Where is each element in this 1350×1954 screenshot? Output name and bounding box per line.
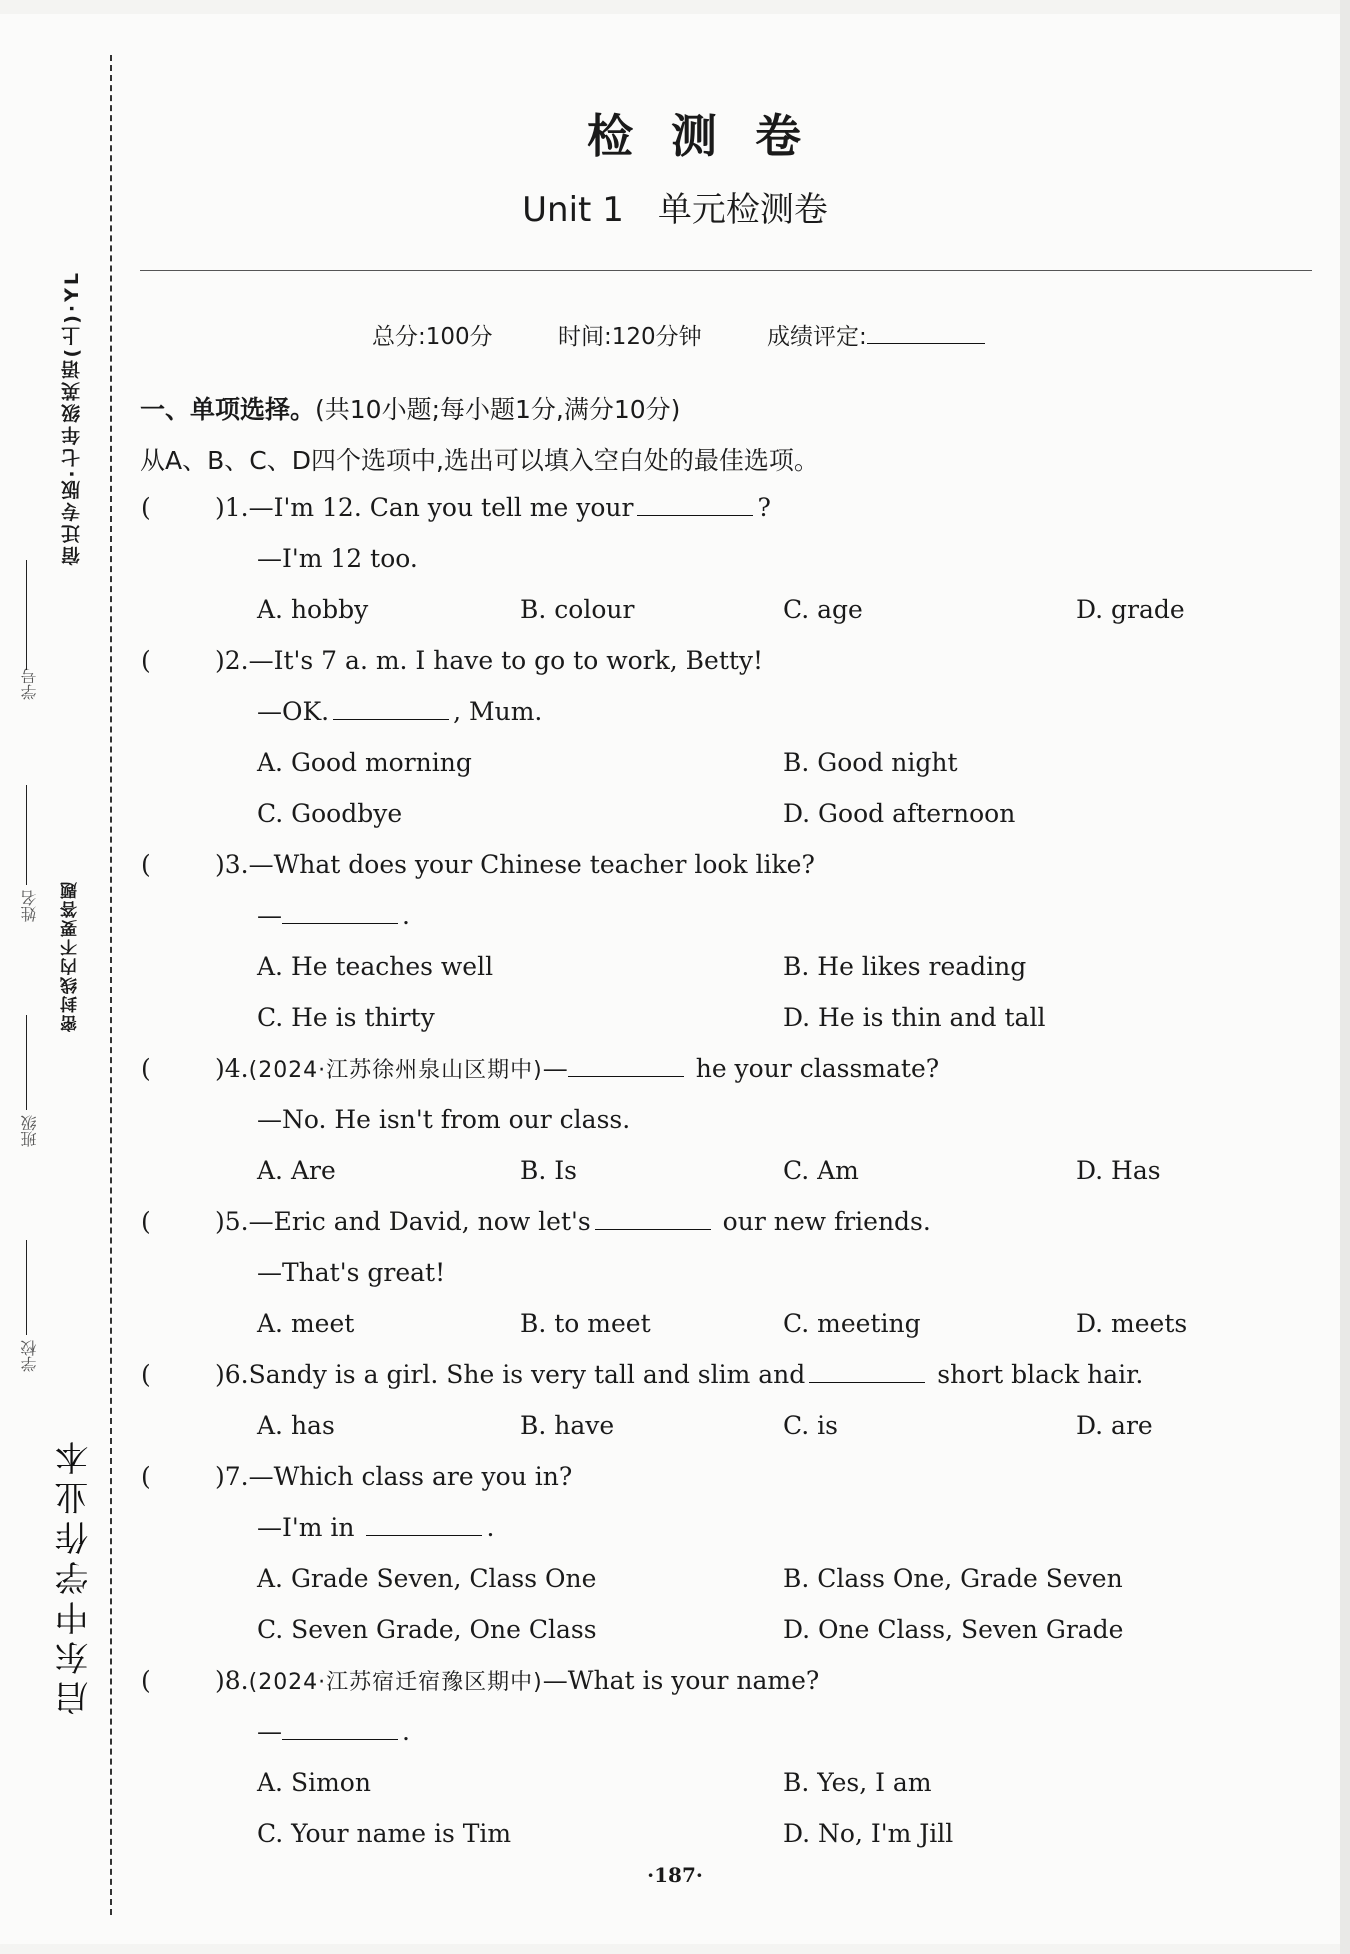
option-a[interactable]: A. has [257,1411,335,1440]
field-label-school: 学校 [20,1340,39,1372]
reply-text: —OK. [257,697,330,726]
answer-blank[interactable] [637,493,753,516]
answer-paren-7[interactable]: ( [141,1462,151,1491]
option-d[interactable]: D. are [1076,1411,1153,1440]
question-3 [215,849,815,881]
reply-text-end: . [402,901,410,930]
question-8 [215,1665,819,1699]
option-d[interactable]: D. grade [1076,595,1185,624]
answer-paren-1[interactable]: ( [141,493,151,522]
option-d[interactable]: D. meets [1076,1309,1188,1338]
reply-text-end: , Mum. [453,697,543,726]
answer-paren-6[interactable]: ( [141,1360,151,1389]
answer-paren-4[interactable]: ( [141,1054,151,1083]
option-b[interactable]: B. to meet [520,1309,651,1338]
option-a[interactable]: A. Grade Seven, Class One [257,1564,597,1593]
question-number: )4. [215,1054,249,1083]
option-b[interactable]: B. colour [520,595,635,624]
option-d[interactable]: D. One Class, Seven Grade [783,1615,1124,1644]
option-d[interactable]: D. Good afternoon [783,799,1016,828]
seal-note: 密封线内不要答题 [61,880,81,1032]
option-b[interactable]: B. Is [520,1156,577,1185]
question-4-reply: —No. He isn't from our class. [257,1105,631,1134]
question-text: Sandy is a girl. She is very tall and slim and [248,1360,806,1389]
option-b[interactable]: B. Yes, I am [783,1768,932,1797]
page-edge [1340,0,1350,1954]
page-subtitle: Unit 1 单元检测卷 [522,190,828,230]
option-c[interactable]: C. Your name is Tim [257,1819,512,1848]
reply-text: —I'm in [257,1513,355,1542]
option-a[interactable]: A. He teaches well [257,952,494,981]
option-d[interactable]: D. He is thin and tall [783,1003,1046,1032]
exam-page [0,14,1350,1944]
option-b[interactable]: B. Good night [783,748,958,777]
option-c[interactable]: C. age [783,595,863,624]
reply-text: — [257,901,282,930]
question-number: )1. [215,493,249,522]
option-a[interactable]: A. hobby [257,595,369,624]
question-5 [215,1206,931,1238]
question-text: —What is your name? [542,1666,820,1695]
option-a[interactable]: A. meet [257,1309,355,1338]
question-text-end: short black hair. [937,1360,1144,1389]
answer-blank[interactable] [333,697,449,720]
question-text: —I'm 12. Can you tell me your [248,493,634,522]
question-text: —Eric and David, now let's [248,1207,591,1236]
student-id-line[interactable] [26,560,27,670]
reply-text: — [257,1717,282,1746]
section-heading [140,390,680,426]
school-line[interactable] [26,1240,27,1335]
question-number: )5. [215,1207,249,1236]
option-c[interactable]: C. Goodbye [257,799,403,828]
question-text-end: our new friends. [722,1207,931,1236]
answer-blank[interactable] [282,1717,398,1740]
question-2-reply [257,696,542,728]
question-3-reply [257,900,410,932]
book-name: 启东中学作业本 [55,1435,95,1715]
question-number: )3. [215,850,249,879]
question-number: )7. [215,1462,249,1491]
answer-blank[interactable] [366,1513,482,1536]
page-number: ·187· [647,1863,703,1887]
option-b[interactable]: B. He likes reading [783,952,1027,981]
question-5-reply: —That's great! [257,1258,446,1287]
option-c[interactable]: C. He is thirty [257,1003,435,1032]
question-text: —What does your Chinese teacher look like? [248,850,815,879]
question-number: )2. [215,646,249,675]
answer-blank[interactable] [809,1360,925,1383]
time-limit: 时间:120分钟 [557,324,702,350]
question-source: (2024·江苏宿迁宿豫区期中) [248,1670,543,1695]
question-1-reply: —I'm 12 too. [257,544,418,573]
option-a[interactable]: A. Are [257,1156,336,1185]
question-text-end: ? [757,493,771,522]
series-label: 宿迁专版·七年级英语(上)·YL [61,270,83,566]
question-number: )8. [215,1666,249,1695]
question-7 [215,1461,572,1493]
question-1 [215,492,771,524]
grade-blank[interactable] [867,321,985,344]
header-divider [140,270,1312,271]
section-points: (共10小题;每小题1分,满分10分) [315,395,681,424]
question-source: (2024·江苏徐州泉山区期中) [248,1058,543,1083]
question-text-end: he your classmate? [695,1054,940,1083]
question-number: )6. [215,1360,249,1389]
field-label-student-id: 学号 [20,668,39,700]
option-c[interactable]: C. Seven Grade, One Class [257,1615,597,1644]
question-text: —It's 7 a. m. I have to go to work, Betty! [248,646,764,675]
answer-blank[interactable] [568,1054,684,1077]
reply-text-end: . [486,1513,495,1542]
field-label-class: 班级 [20,1115,39,1147]
score-info [372,318,985,351]
question-text: —Which class are you in? [248,1462,573,1491]
option-c[interactable]: C. Am [783,1156,859,1185]
section-title: 一、单项选择。 [140,395,316,424]
option-a[interactable]: A. Good morning [257,748,472,777]
answer-paren-3[interactable]: ( [141,850,151,879]
question-7-reply [257,1512,494,1544]
option-b[interactable]: B. have [520,1411,615,1440]
answer-blank[interactable] [595,1207,711,1230]
seal-dashed-line [110,55,112,1915]
field-label-name: 姓名 [20,890,39,922]
page-title: 检测卷 [587,109,839,163]
name-line[interactable] [26,785,27,885]
question-4 [215,1053,939,1087]
option-a[interactable]: A. Simon [257,1768,371,1797]
reply-text-end: . [402,1717,410,1746]
answer-paren-5[interactable]: ( [141,1207,151,1236]
question-6 [215,1359,1143,1391]
total-score: 总分:100分 [372,324,493,350]
option-c[interactable]: C. meeting [783,1309,921,1338]
option-c[interactable]: C. is [783,1411,838,1440]
option-d[interactable]: D. No, I'm Jill [783,1819,954,1848]
option-d[interactable]: D. Has [1076,1156,1161,1185]
section-instruction: 从A、B、C、D四个选项中,选出可以填入空白处的最佳选项。 [140,446,819,475]
question-2 [215,645,763,677]
class-line[interactable] [26,1015,27,1110]
answer-paren-2[interactable]: ( [141,646,151,675]
question-8-reply [257,1716,410,1748]
answer-blank[interactable] [282,901,398,924]
answer-paren-8[interactable]: ( [141,1666,151,1695]
question-text: — [542,1054,568,1083]
grade-label: 成绩评定: [766,324,867,350]
option-b[interactable]: B. Class One, Grade Seven [783,1564,1123,1593]
